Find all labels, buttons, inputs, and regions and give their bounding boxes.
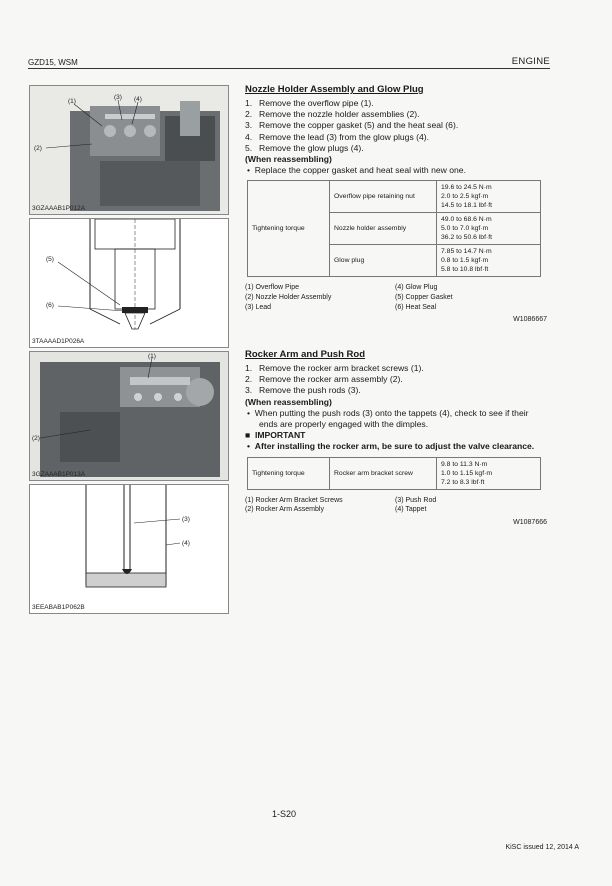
legend-item: (6) Heat Seal [395, 303, 437, 311]
section-nozzle-holder [245, 84, 547, 323]
section-title: Nozzle Holder Assembly and Glow Plug [245, 84, 424, 95]
header-rule [28, 68, 550, 69]
callout-2: (2) [34, 145, 42, 152]
figure-code: 3GZAAAB1P013A [32, 471, 86, 478]
reassembling-heading: (When reassembling) [245, 396, 332, 407]
section-code: W1086667 [513, 316, 547, 324]
section-code: W1087666 [513, 518, 547, 526]
torque-value: 49.0 to 68.6 N·m 5.0 to 7.0 kgf·m 36.2 to 50.6 lbf·ft [437, 213, 541, 245]
figure-push-rod-drawing [29, 484, 229, 614]
legend-item: (5) Copper Gasket [395, 294, 453, 302]
callout-3: (3) [182, 516, 190, 523]
torque-item: Glow plug [330, 245, 437, 277]
list-item: 1. Remove the overflow pipe (1). [245, 98, 374, 108]
torque-value: 19.6 to 24.5 N·m 2.0 to 2.5 kgf·m 14.5 to 18.1 lbf·ft [437, 181, 541, 213]
figure-code: 3TAAAAD1P026A [32, 338, 85, 345]
figure-code: 3GZAAAB1P012A [32, 205, 86, 212]
torque-label: Tightening torque [248, 181, 330, 277]
torque-value: 9.8 to 11.3 N·m 1.0 to 1.15 kgf·m 7.2 to 8.3 lbf·ft [437, 457, 541, 489]
reassembling-note: • Replace the copper gasket and heat seal with new one. [247, 165, 466, 176]
legend-item: (3) Lead [245, 303, 272, 311]
figure-code: 3EEABAB1P062B [32, 604, 85, 611]
section-header: ENGINE [511, 56, 550, 67]
callout-4: (4) [134, 96, 142, 103]
table-row [248, 181, 541, 213]
legend-item: (3) Push Rod [395, 496, 437, 504]
callout-6: (6) [46, 302, 54, 309]
callout-3: (3) [114, 94, 122, 101]
list-item: 3. Remove the push rods (3). [245, 385, 361, 396]
list-item: 2. Remove the rocker arm assembly (2). [245, 374, 403, 385]
section-rocker-arm [245, 349, 547, 526]
callout-4: (4) [182, 540, 190, 547]
figure-nozzle-holder-photo [29, 85, 229, 215]
steps-list [245, 363, 547, 397]
section-title: Rocker Arm and Push Rod [245, 349, 366, 360]
reassembling-heading: (When reassembling) [245, 154, 332, 165]
legend-item: (1) Rocker Arm Bracket Screws [245, 496, 343, 504]
page-number: 1-S20 [272, 809, 297, 819]
list-item: 1. Remove the rocker arm bracket screws (1). [245, 363, 424, 373]
parts-legend [245, 283, 547, 312]
list-item: 5. Remove the glow plugs (4). [245, 142, 364, 153]
list-item: 3. Remove the copper gasket (5) and the heat seal (6). [245, 120, 459, 131]
figure-nozzle-gasket-drawing [29, 218, 229, 348]
torque-item: Nozzle holder assembly [330, 213, 437, 245]
legend-item: (4) Glow Plug [395, 284, 438, 292]
torque-value: 7.85 to 14.7 N·m 0.8 to 1.5 kgf·m 5.8 to 10.8 lbf·ft [437, 245, 541, 277]
list-item: 4. Remove the lead (3) from the glow plugs (4). [245, 131, 430, 142]
callout-5: (5) [46, 256, 54, 263]
reassembling-note: • When putting the push rods (3) onto the tappets (4), check to see if their ends are properly engaged with the dimples. [247, 407, 529, 430]
important-note: • After installing the rocker arm, be sure to adjust the valve clearance. [247, 441, 535, 452]
torque-table [247, 180, 541, 277]
callout-1: (1) [68, 98, 76, 105]
parts-legend [245, 496, 547, 515]
important-heading: ■ IMPORTANT [245, 430, 306, 441]
steps-list [245, 98, 547, 154]
torque-label: Tightening torque [248, 457, 330, 489]
legend-item: (4) Tappet [395, 506, 427, 514]
callout-2: (2) [32, 435, 40, 442]
figure-rocker-arm-photo [29, 351, 229, 481]
list-item: 2. Remove the nozzle holder assemblies (2). [245, 109, 420, 120]
table-row [248, 457, 541, 489]
callout-1: (1) [148, 353, 156, 360]
torque-item: Overflow pipe retaining nut [330, 181, 437, 213]
legend-item: (2) Nozzle Holder Assembly [245, 294, 332, 302]
torque-table [247, 457, 541, 490]
legend-item: (2) Rocker Arm Assembly [245, 506, 324, 514]
torque-item: Rocker arm bracket screw [330, 457, 437, 489]
issue-note: KiSC issued 12, 2014 A [505, 844, 579, 851]
model-header: GZD15, WSM [28, 58, 78, 67]
legend-item: (1) Overflow Pipe [245, 284, 300, 292]
